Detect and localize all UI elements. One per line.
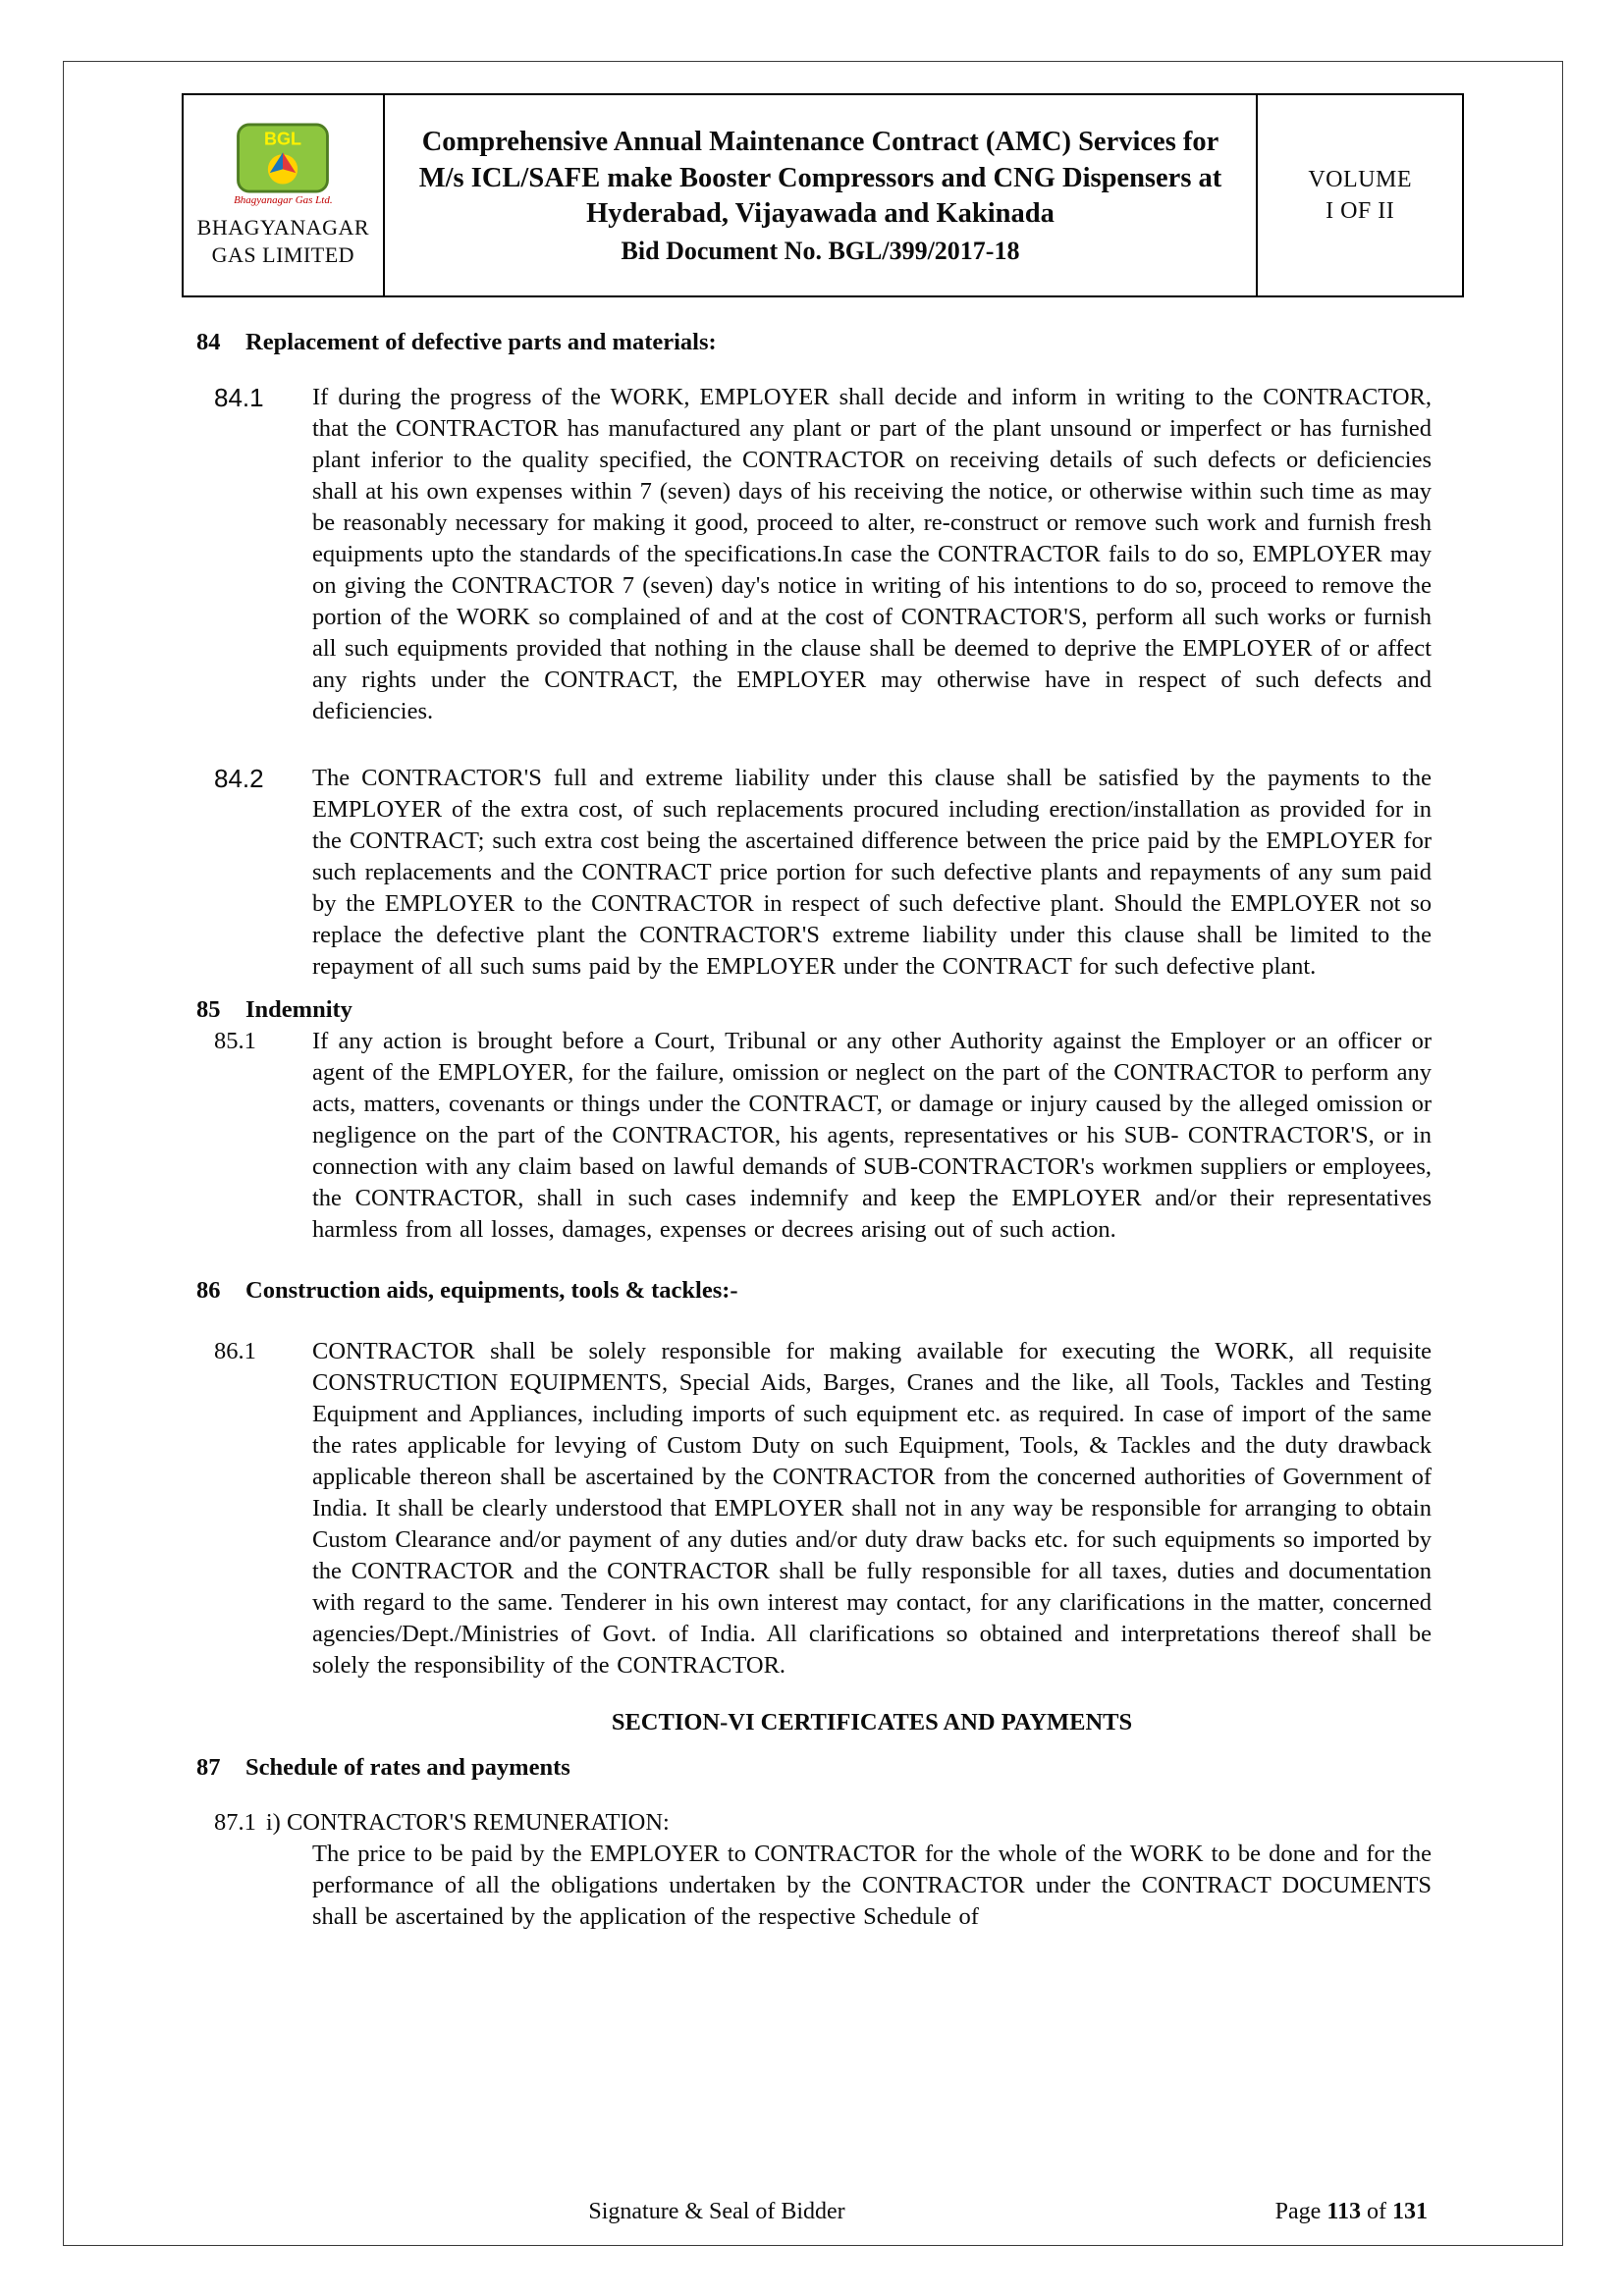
- company-name-line1: BHAGYANAGAR: [196, 215, 370, 240]
- footer-page-total: 131: [1392, 2199, 1428, 2224]
- clause-87-1-heading: [196, 1807, 1432, 1839]
- section-86-number: 86: [196, 1277, 221, 1304]
- bid-document-number: Bid Document No. BGL/399/2017-18: [621, 236, 1020, 265]
- footer-signature: Signature & Seal of Bidder: [588, 2199, 845, 2224]
- clause-84-1: [196, 382, 1432, 727]
- section-85-heading: [196, 994, 1432, 1026]
- section-85-number: 85: [196, 996, 221, 1023]
- clause-85-1-text: If any action is brought before a Court, Tribunal or any other Authority against the Employer or an officer or agent of the EMPLOYER, for the failure, omission or neglect on the part of the CONTRACTOR to perform any acts, matters, covenants or things under the CONTRACT, or damage or injury caused by the alleged omission or negligence on the part of the CONTRACTOR, his agents, representatives or his SUB- CONTRACTOR'S, or in connection with any claim based on lawful demands of SUB-CONTRACTOR's workmen suppliers or employees, the CONTRACTOR, shall in such cases indemnify and keep the EMPLOYER and/or their representatives harmless from all losses, damages, expenses or decrees arising out of such action.: [312, 1028, 1432, 1243]
- clause-84-2-number: 84.2: [214, 764, 264, 793]
- clause-84-2-text: The CONTRACTOR'S full and extreme liability under this clause shall be satisfied by the payments to the EMPLOYER of the extra cost, of such replacements procured including erection/installation as provided for in the CONTRACT; such extra cost being the ascertained difference between the price paid by the EMPLOYER for such replacements and the CONTRACT price portion for such defective plants and repayments of any sum paid by the EMPLOYER to the CONTRACTOR in respect of such defective plant. Should the EMPLOYER not so replace the defective plant the CONTRACTOR'S extreme liability under this clause shall be limited to the repayment of all such sums paid by the EMPLOYER under the CONTRACT for such defective plant.: [312, 765, 1432, 980]
- clause-85-1: [196, 1026, 1432, 1246]
- section-87-title: Schedule of rates and payments: [245, 1754, 570, 1781]
- section-86-heading: [196, 1275, 1432, 1307]
- company-name: [197, 214, 369, 268]
- section-84-title: Replacement of defective parts and materials:: [245, 329, 717, 355]
- section-86-title: Construction aids, equipments, tools & tackles:-: [245, 1277, 738, 1304]
- clause-86-1: [196, 1336, 1432, 1682]
- document-title: Comprehensive Annual Maintenance Contract (AMC) Services for M/s ICL/SAFE make Booster Compressors and CNG Dispensers at Hyderabad, Vijayawada and Kakinada: [418, 127, 1222, 230]
- document-body: [196, 327, 1432, 1933]
- svg-text:BGL: BGL: [264, 129, 302, 149]
- clause-87-1-number: 87.1: [214, 1809, 256, 1836]
- clause-84-1-number: 84.1: [214, 383, 264, 412]
- footer-page-prefix: Page: [1274, 2199, 1327, 2224]
- bgl-logo-icon: [236, 123, 330, 193]
- company-name-line2: GAS LIMITED: [211, 241, 355, 267]
- clause-86-1-text: CONTRACTOR shall be solely responsible for making available for executing the WORK, all requisite CONSTRUCTION EQUIPMENTS, Special Aids, Barges, Cranes and the like, all Tools, Tackles and Testing Equipment and Appliances, including imports of such equipment etc. as required. In case of import of the same the rates applicable for levying of Custom Duty on such Equipment, Tools, & Tackles and the duty drawback applicable thereon shall be ascertained by the CONTRACTOR from the concerned authorities of Government of India. It shall be clearly understood that EMPLOYER shall not in any way be responsible for arranging to obtain Custom Clearance and/or payment of any duties and/or duty draw backs etc. for such equipments so imported by the CONTRACTOR and the CONTRACTOR shall be fully responsible for all taxes, duties and documentation with regard to the same. Tenderer in his own interest may contact, for any clarifications in the matter, concerned agencies/Dept./Ministries of Govt. of India. All clarifications so obtained and interpretations thereof shall be solely the responsibility of the CONTRACTOR.: [312, 1338, 1432, 1679]
- clause-87-1-label: i) CONTRACTOR'S REMUNERATION:: [265, 1809, 670, 1836]
- clause-84-1-text: If during the progress of the WORK, EMPLOYER shall decide and inform in writing to the CONTRACTOR, that the CONTRACTOR has manufactured any plant or part of the plant unsound or imperfect or has furnished plant inferior to the quality specified, the CONTRACTOR on receiving details of such defects or deficiencies shall at his own expenses within 7 (seven) days of his receiving the notice, or otherwise within such time as may be reasonably necessary for making it good, proceed to alter, re-construct or remove such work and furnish fresh equipments upto the standards of the specifications.In case the CONTRACTOR fails to do so, EMPLOYER may on giving the CONTRACTOR 7 (seven) day's notice in writing of his intentions to do so, proceed to remove the portion of the WORK so complained of and at the cost of CONTRACTOR'S, perform all such works or furnish all such equipments provided that nothing in the clause shall be deemed to deprive the EMPLOYER of or affect any rights under the CONTRACT, the EMPLOYER may otherwise have in respect of such defects and deficiencies.: [312, 384, 1432, 724]
- volume-label: VOLUME I OF II: [1308, 166, 1412, 224]
- section-87-heading: [196, 1752, 1432, 1784]
- document-title-cell: [385, 95, 1259, 295]
- footer-page-current: 113: [1326, 2199, 1361, 2224]
- clause-84-2: [196, 763, 1432, 983]
- clause-86-1-number: 86.1: [214, 1338, 256, 1364]
- clause-85-1-number: 85.1: [214, 1028, 256, 1054]
- section-84-heading: [196, 327, 1432, 358]
- company-logo-cell: [184, 95, 385, 295]
- clause-87-1-text: The price to be paid by the EMPLOYER to CONTRACTOR for the whole of the WORK to be done and for the performance of all the obligations undertaken by the CONTRACTOR under the CONTRACT DOCUMENTS shall be ascertained by the application of the respective Schedule of: [312, 1841, 1432, 1930]
- header-table: [182, 93, 1464, 297]
- section-vi-heading: SECTION-VI CERTIFICATES AND PAYMENTS: [611, 1709, 1133, 1735]
- footer-page-number: [1275, 2199, 1428, 2225]
- footer-page-of: of: [1361, 2199, 1392, 2224]
- section-84-number: 84: [196, 329, 221, 355]
- volume-cell: [1258, 95, 1462, 295]
- section-85-title: Indemnity: [245, 996, 352, 1023]
- logo-subtext: Bhagyanagar Gas Ltd.: [234, 193, 333, 206]
- section-87-number: 87: [196, 1754, 221, 1781]
